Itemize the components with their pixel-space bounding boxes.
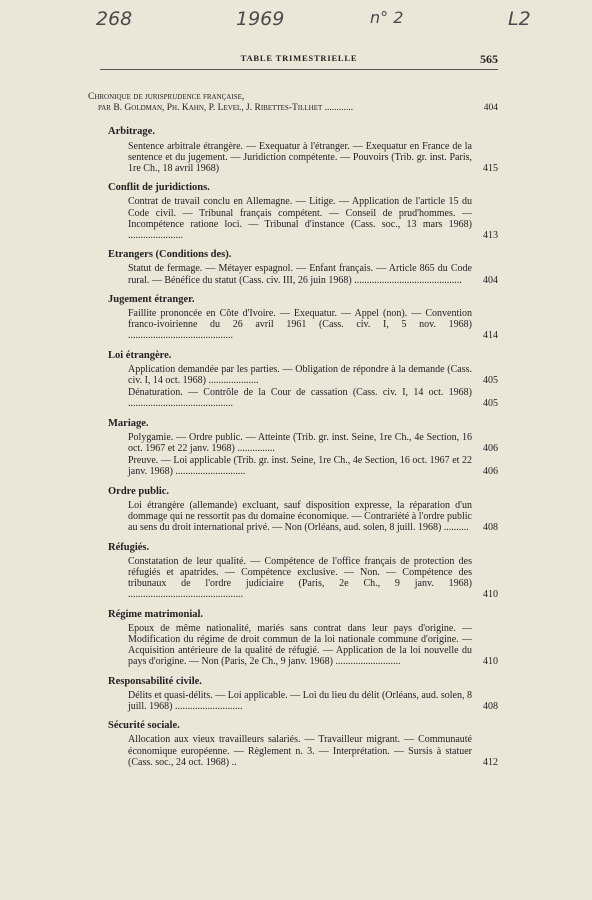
index-section [88, 126, 498, 174]
entry-text: Contrat de travail conclu en Allemagne. — Litige. — Application de l'article 15 du Code civil. — Tribunal français compétent. — Conseil de prud'hommes. — Incompétence ratione loci. — Tribunal d'instance (Cass. soc., 13 mars 1968) ...................... [128, 196, 472, 242]
entry-text: Sentence arbitrale étrangère. — Exequatur à l'étranger. — Exequatur en France de la sentence et du jugement. — Juridiction compétente. — Pouvoirs (Trib. gr. inst. Paris, 1re Ch., 18 avril 1968) [128, 140, 472, 175]
page-header [100, 53, 498, 70]
index-entry [128, 690, 498, 712]
section-title: Jugement étranger. [108, 293, 195, 305]
chronique-entry [88, 92, 498, 114]
entry-text: Faillite prononcée en Côte d'Ivoire. — Exequatur. — Appel (non). — Convention franco-ivoirienne du 26 avril 1961 (Cass. civ. I, 5 nov. 1968) .......................................... [128, 308, 472, 342]
entry-text: Application demandée par les parties. — Obligation de répondre à la demande (Cass. civ. I, 14 oct. 1968) .................... [128, 363, 472, 387]
entry-text: Allocation aux vieux travailleurs salariés. — Travailleur migrant. — Communauté économique européenne. — Règlement n. 3. — Interprétation. — Sursis à statuer (Cass. soc., 24 oct. 1968) .. [128, 734, 472, 768]
chronique-page: 404 [483, 103, 498, 114]
entry-page: 405 [483, 398, 498, 410]
index-entry [128, 196, 498, 241]
handwritten-code: L2 [508, 8, 531, 30]
index-entry [128, 141, 498, 175]
entry-page: 415 [483, 163, 498, 175]
entry-text: Polygamie. — Ordre public. — Atteinte (Trib. gr. inst. Seine, 1re Ch., 4e Section, 16 oct. 1967 et 22 janv. 1968) ............... [128, 431, 472, 455]
section-title: Loi étrangère. [108, 349, 172, 361]
index-entry [128, 556, 498, 601]
entry-text: Dénaturation. — Contrôle de la Cour de cassation (Cass. civ. I, 14 oct. 1968) .......................................... [128, 387, 472, 410]
page-number: 565 [480, 52, 498, 66]
entry-page: 413 [483, 230, 498, 242]
handwritten-year: 1969 [236, 8, 285, 30]
entry-page: 414 [483, 330, 498, 342]
section-title: Réfugiés. [108, 541, 150, 553]
entry-text: Délits et quasi-délits. — Loi applicable. — Loi du lieu du délit (Orléans, aud. solen, 8 juill. 1968) ........................... [128, 689, 472, 712]
index-sections [88, 126, 498, 768]
index-entry [128, 623, 498, 668]
entry-text: Constatation de leur qualité. — Compétence de l'office français de protection des réfugiés et apatrides. — Compétence exclusive. — Non. — Compétence des tribunaux de l'ordre judiciaire (Paris, 2e Ch., 9 janv. 1968) .............................................. [128, 555, 472, 601]
handwritten-number: 268 [96, 8, 133, 30]
index-section [88, 720, 498, 768]
entry-page: 406 [483, 443, 498, 455]
index-entry [128, 500, 498, 534]
entry-page: 408 [483, 522, 498, 534]
entry-text: Epoux de même nationalité, mariés sans contrat dans leur pays d'origine. — Modification du régime de droit commun de la loi nationale commune d'origine. — Acquisition antérieure de la qualité de réfugié. — Application de la loi nouvelle du pays d'origine. — Non (Paris, 2e Ch., 9 janv. 1968) .......................... [128, 622, 472, 668]
chronique-authors-row [88, 103, 498, 114]
chronique-authors: par B. Goldman, Ph. Kahn, P. Level, J. Ribettes-Tillhet ............ [98, 103, 354, 114]
index-entry [128, 734, 498, 768]
section-title: Conflit de juridictions. [108, 182, 210, 194]
index-entry [128, 263, 498, 285]
entry-text: Loi étrangère (allemande) excluant, sauf disposition expresse, la réparation d'un dommage qui ne ressortit pas du domaine économique. — Contrariété à l'ordre public au sens du droit international privé. — Non (Orléans, aud. solen, 8 juill. 1968) .......... [128, 499, 472, 534]
entry-page: 412 [483, 756, 498, 768]
entry-page: 408 [483, 700, 498, 712]
index-entry [128, 387, 498, 409]
index-section [88, 418, 498, 478]
index-section [88, 294, 498, 342]
section-title: Responsabilité civile. [108, 675, 202, 687]
section-title: Etrangers (Conditions des). [108, 249, 232, 261]
index-section [88, 350, 498, 410]
entry-page: 410 [483, 656, 498, 668]
index-content [88, 92, 498, 776]
index-entry [128, 455, 498, 477]
section-title: Sécurité sociale. [108, 720, 180, 732]
index-section [88, 676, 498, 713]
entry-text: Preuve. — Loi applicable (Trib. gr. inst. Seine, 1re Ch., 4e Section, 16 oct. 1967 et 22 janv. 1968) ............................ [128, 455, 472, 478]
index-entry [128, 364, 498, 386]
index-section [88, 182, 498, 241]
index-entry [128, 308, 498, 342]
index-entry [128, 432, 498, 454]
page-title: TABLE TRIMESTRIELLE [240, 53, 358, 63]
index-section [88, 609, 498, 668]
index-section [88, 542, 498, 601]
section-title: Régime matrimonial. [108, 608, 204, 620]
entry-page: 405 [483, 375, 498, 387]
section-title: Mariage. [108, 417, 149, 429]
entry-page: 406 [483, 466, 498, 478]
chronique-title: Chronique de jurisprudence française, [88, 92, 245, 102]
section-title: Ordre public. [108, 485, 170, 497]
entry-page: 410 [483, 589, 498, 601]
handwritten-issue: n° 2 [370, 8, 404, 27]
entry-text: Statut de fermage. — Métayer espagnol. — Enfant français. — Article 865 du Code rural. — Bénéfice du statut (Cass. civ. III, 26 juin 1968) ........................................... [128, 263, 472, 286]
index-section [88, 486, 498, 534]
section-title: Arbitrage. [108, 126, 155, 138]
index-section [88, 249, 498, 286]
entry-page: 404 [483, 274, 498, 286]
